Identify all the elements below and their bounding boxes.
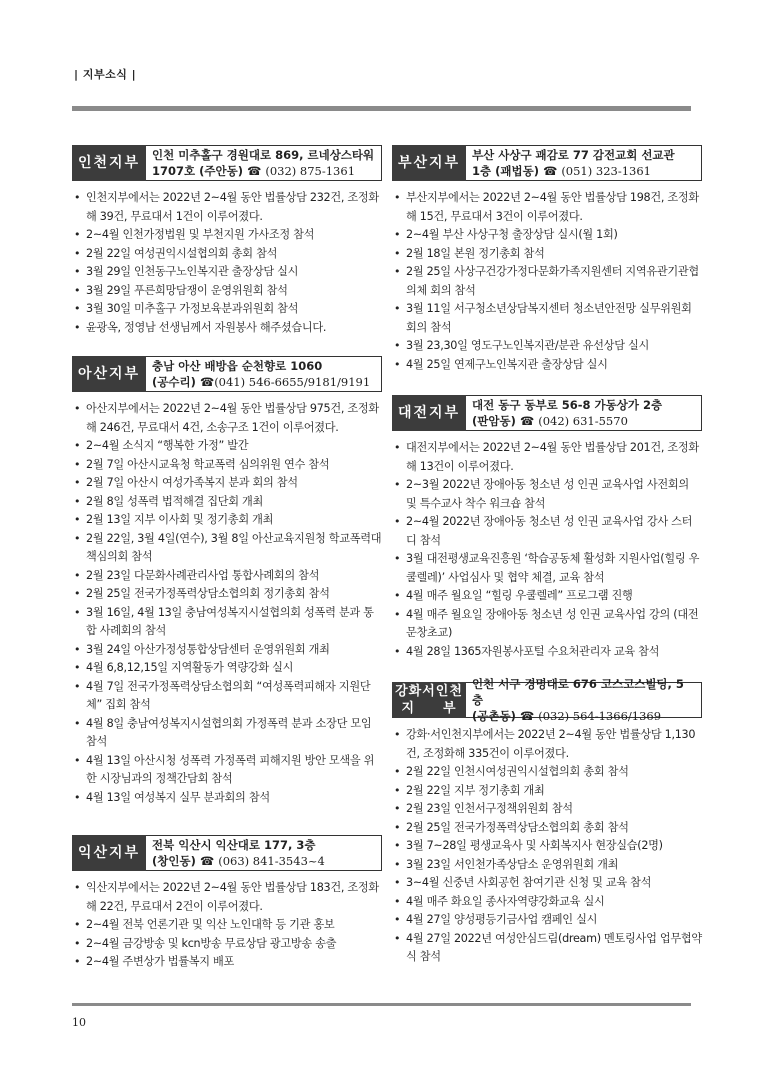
news-list	[392, 726, 702, 967]
page-number: 10	[72, 1016, 86, 1029]
branch-name	[392, 682, 466, 718]
list-item: • 4월 13일 여성복지 실무 분과회의 참석	[86, 789, 382, 808]
list-item: • 2월 22일 지부 정기총회 개최	[406, 782, 702, 801]
bottom-divider	[72, 1003, 691, 1006]
list-item: • 2월 18일 본원 정기총회 참석	[406, 245, 702, 264]
phone-number: (032) 564-1366/1369	[538, 709, 662, 723]
address-line2: 1707호 (주안동)	[152, 164, 243, 178]
list-item: • 2월 25일 전국가정폭력상담소협의회 정기총회 참석	[86, 585, 382, 604]
list-item: • 2월 7일 아산시 여성가족복지 분과 회의 참석	[86, 474, 382, 493]
branch-name: 인천지부	[72, 145, 146, 181]
phone-icon: ☎	[519, 709, 535, 723]
list-item: • 3월 16일, 4월 13일 충남여성복지시설협의회 성폭력 분과 통합 사례회의 참석	[86, 604, 382, 641]
list-item: • 2~4월 2022년 장애아동 청소년 성 인권 교육사업 강사 스터디 참석	[406, 513, 702, 550]
list-item: • 2~4월 인천가정법원 및 부천지원 가사조정 참석	[86, 226, 382, 245]
list-item: • 대전지부에서는 2022년 2~4월 동안 법률상담 201건, 조정화해 13건이 이루어졌다.	[406, 439, 702, 476]
list-item: • 4월 매주 월요일 “힐링 우쿨렐레” 프로그램 진행	[406, 587, 702, 606]
list-item: • 강화·서인천지부에서는 2022년 2~4월 동안 법률상담 1,130건, 조정화해 335건이 이루어졌다.	[406, 726, 702, 763]
list-item: • 2월 8일 성폭력 법적해결 집단회 개최	[86, 493, 382, 512]
branch-address	[466, 395, 702, 431]
phone-number: (051) 323-1361	[561, 164, 651, 178]
phone-icon: ☎	[199, 375, 215, 389]
top-divider	[72, 106, 691, 111]
list-item: • 2월 25일 사상구건강가정다문화가족지원센터 지역유관기관협의체 회의 참석	[406, 263, 702, 300]
list-item: • 2월 13일 지부 이사회 및 정기총회 개최	[86, 511, 382, 530]
address-line2: (공촌동)	[472, 709, 516, 723]
address-line1: 인천 미추홀구 경원대로 869, 르네상스타워	[152, 148, 375, 162]
address-line2: (창인동)	[152, 854, 196, 868]
branch-asan	[72, 356, 382, 807]
list-item: • 3월 23,30일 영도구노인복지관/분관 유선상담 실시	[406, 337, 702, 356]
branch-ganghwa-seoincheon	[392, 677, 702, 967]
phone-number: (063) 841-3543~4	[218, 854, 325, 868]
list-item: • 인천지부에서는 2022년 2~4월 동안 법률상담 232건, 조정화해 39건, 무료대서 1건이 이루어졌다.	[86, 189, 382, 226]
address-line1: 인천 서구 경명대로 676 코스코스빌딩, 5층	[472, 677, 684, 707]
branch-address	[146, 356, 382, 392]
list-item: • 2~4월 전북 언론기관 및 익산 노인대학 등 기관 홍보	[86, 916, 382, 935]
list-item: • 3월 29일 푸른희망담쟁이 운영위원회 참석	[86, 282, 382, 301]
branch-name: 부산지부	[392, 145, 466, 181]
list-item: • 3월 24일 아산가정성통합상담센터 운영위원회 개최	[86, 641, 382, 660]
news-list	[72, 879, 382, 972]
branch-daejeon	[392, 395, 702, 661]
list-item: • 2~4월 소식지 “행복한 가정” 발간	[86, 437, 382, 456]
list-item: • 4월 6,8,12,15일 지역활동가 역량강화 실시	[86, 659, 382, 678]
branch-name: 아산지부	[72, 356, 146, 392]
list-item: • 아산지부에서는 2022년 2~4월 동안 법률상담 975건, 조정화해 246건, 무료대서 4건, 소송구조 1건이 이루어졌다.	[86, 400, 382, 437]
list-item: • 4월 27일 양성평등기금사업 캠페인 실시	[406, 911, 702, 930]
list-item: • 4월 13일 아산시청 성폭력 가정폭력 피해지원 방안 모색을 위한 시장님과의 정책간담회 참석	[86, 752, 382, 789]
list-item: • 2~3월 2022년 장애아동 청소년 성 인권 교육사업 사전회의 및 특수교사 착수 워크숍 참석	[406, 476, 702, 513]
address-line2: (판암동)	[472, 414, 516, 428]
list-item: • 3월 29일 인천동구노인복지관 출장상담 실시	[86, 263, 382, 282]
phone-number: (032) 875-1361	[265, 164, 356, 178]
branch-busan	[392, 145, 702, 374]
list-item: • 4월 7일 전국가정폭력상담소협의회 “여성폭력피해자 지원단체” 집회 참석	[86, 678, 382, 715]
address-line2: (공수리)	[152, 375, 196, 389]
list-item: • 윤광옥, 정영남 선생님께서 자원봉사 해주셨습니다.	[86, 319, 382, 338]
phone-icon: ☎	[199, 854, 215, 868]
branch-iksan	[72, 835, 382, 972]
branch-address	[146, 835, 382, 871]
list-item: • 4월 27일 2022년 여성안심드림(dream) 멘토링사업 업무협약식 참석	[406, 930, 702, 967]
branch-incheon	[72, 145, 382, 337]
list-item: • 2월 25일 전국가정폭력상담소협의회 총회 참석	[406, 819, 702, 838]
list-item: • 3월 대전평생교육진흥원 ‘학습공동체 활성화 지원사업(힐링 우쿨렐레)’ 사업심사 및 협약 체결, 교육 참석	[406, 550, 702, 587]
branch-address	[146, 145, 382, 181]
list-item: • 2월 23일 인천서구정책위원회 참석	[406, 800, 702, 819]
list-item: • 3월 30일 미추홀구 가정보육분과위원회 참석	[86, 300, 382, 319]
list-item: • 2월 22일 여성권익시설협의회 총회 참석	[86, 245, 382, 264]
list-item: • 2월 23일 다문화사례관리사업 통합사례회의 참석	[86, 567, 382, 586]
branch-name-line2: 지 부	[401, 701, 457, 716]
news-list	[392, 439, 702, 661]
branch-name: 대전지부	[392, 395, 466, 431]
list-item: • 2~4월 금강방송 및 kcn방송 무료상담 광고방송 송출	[86, 935, 382, 954]
list-item: • 2~4월 주변상가 법률복지 배포	[86, 953, 382, 972]
address-line1: 충남 아산 배방읍 순천향로 1060	[152, 359, 323, 373]
phone-icon: ☎	[519, 414, 535, 428]
list-item: • 4월 매주 화요일 종사자역량강화교육 실시	[406, 893, 702, 912]
branch-name-line1: 강화서인천	[395, 684, 463, 699]
list-item: • 4월 8일 충남여성복지시설협의회 가정폭력 분과 소장단 모임 참석	[86, 715, 382, 752]
news-list	[72, 400, 382, 807]
list-item: • 2월 22일 인천시여성권익시설협의회 총회 참석	[406, 763, 702, 782]
section-tag: | 지부소식 |	[74, 68, 137, 81]
address-line2: 1층 (괘법동)	[472, 164, 539, 178]
list-item: • 3월 7~28일 평생교육사 및 사회복지사 현장실습(2명)	[406, 837, 702, 856]
list-item: • 부산지부에서는 2022년 2~4월 동안 법률상담 198건, 조정화해 15건, 무료대서 3건이 이루어졌다.	[406, 189, 702, 226]
branch-address	[466, 145, 702, 181]
address-line1: 부산 사상구 괘감로 77 감전교회 선교관	[472, 148, 675, 162]
list-item: • 4월 매주 월요일 장애아동 청소년 성 인권 교육사업 강의 (대전문창초교)	[406, 606, 702, 643]
list-item: • 익산지부에서는 2022년 2~4월 동안 법률상담 183건, 조정화해 22건, 무료대서 2건이 이루어졌다.	[86, 879, 382, 916]
news-list	[392, 189, 702, 374]
list-item: • 4월 28일 1365자원봉사포털 수요처관리자 교육 참석	[406, 643, 702, 662]
list-item: • 2월 22일, 3월 4일(연수), 3월 8일 아산교육지원청 학교폭력대책심의회 참석	[86, 530, 382, 567]
phone-number: (041) 546-6655/9181/9191	[214, 375, 371, 389]
list-item: • 3월 23일 서인천가족상담소 운영위원회 개최	[406, 856, 702, 875]
phone-number: (042) 631-5570	[538, 414, 628, 428]
list-item: • 2월 7일 아산시교육청 학교폭력 심의위원 연수 참석	[86, 456, 382, 475]
list-item: • 2~4월 부산 사상구청 출장상담 실시(월 1회)	[406, 226, 702, 245]
address-line1: 대전 동구 동부로 56-8 가동상가 2층	[472, 398, 663, 412]
branch-name: 익산지부	[72, 835, 146, 871]
phone-icon: ☎	[542, 164, 558, 178]
branch-address	[466, 677, 702, 723]
list-item: • 4월 25일 연제구노인복지관 출장상담 실시	[406, 356, 702, 375]
list-item: • 3~4월 신중년 사회공헌 참여기관 신청 및 교육 참석	[406, 874, 702, 893]
phone-icon: ☎	[246, 164, 262, 178]
news-list	[72, 189, 382, 337]
address-line1: 전북 익산시 익산대로 177, 3층	[152, 838, 316, 852]
list-item: • 3월 11일 서구청소년상담복지센터 청소년안전망 실무위원회 회의 참석	[406, 300, 702, 337]
